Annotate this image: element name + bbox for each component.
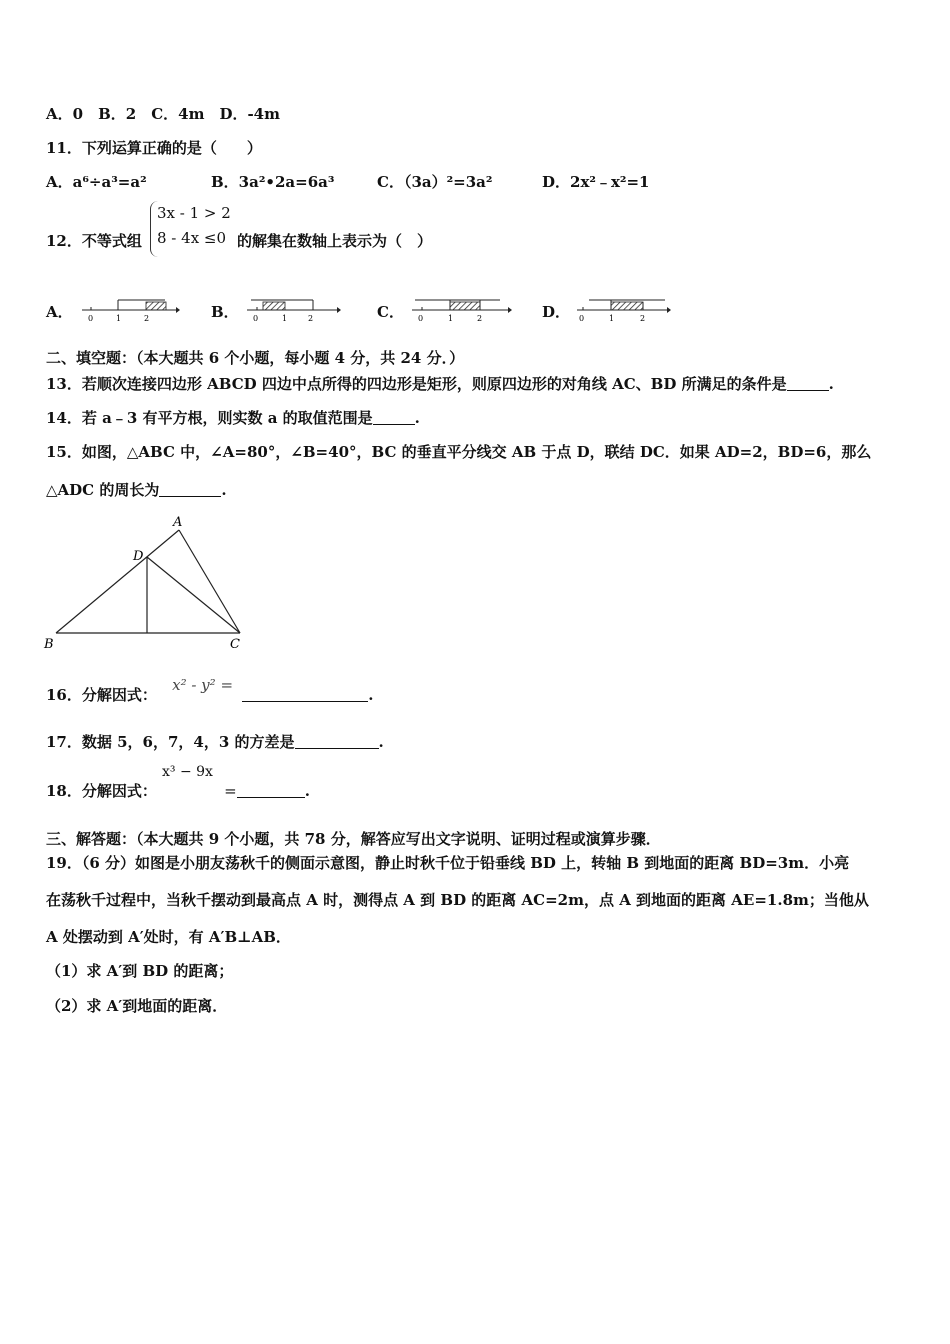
q17-period: .	[378, 733, 384, 751]
tick-2: 2	[308, 314, 314, 323]
q15-line-1: 15．如图，△ABC 中，∠A=80°，∠B=40°，BC 的垂直平分线交 AB 于点 D，联结 DC．如果 AD=2，BD=6，那么	[46, 443, 872, 461]
q19-line-1: 19．（6 分）如图是小朋友荡秋千的侧面示意图，静止时秋千位于铅垂线 BD 上，转轴 B 到地面的距离 BD=3m．小亮	[46, 854, 850, 872]
q11-option-d: D．2x²﹣x²=1	[542, 173, 650, 191]
q16	[46, 676, 374, 705]
tick-1: 1	[609, 314, 615, 323]
tick-1: 1	[116, 314, 122, 323]
q15-line-2	[46, 479, 227, 500]
tick-0: 0	[579, 314, 585, 323]
inequality-system	[150, 201, 231, 257]
q16-period: .	[368, 686, 374, 704]
q19-line-2: 在荡秋千过程中，当秋千摆动到最高点 A 时，测得点 A 到 BD 的距离 AC=2m，点 A 到地面的距离 AE=1.8m；当他从	[46, 891, 869, 909]
section-3-heading: 三、解答题：（本大题共 9 个小题，共 78 分，解答应写出文字说明、证明过程或演算步骤．	[46, 830, 661, 848]
q17-text: 17．数据 5，6，7，4，3 的方差是	[46, 733, 295, 751]
q17	[46, 731, 384, 752]
q19-sub-question-1: （1）求 A′到 BD 的距离；	[46, 962, 234, 980]
tick-1: 1	[448, 314, 454, 323]
q14-answer-blank[interactable]	[373, 412, 415, 425]
vertex-b-label: B	[44, 637, 54, 652]
q10-options: A．0 B．2 C．4m D．-4m	[46, 105, 280, 123]
vertex-a-label: A	[173, 515, 183, 530]
tick-0: 0	[418, 314, 424, 323]
q12-suffix: 的解集在数轴上表示为（ ）	[237, 232, 433, 250]
q13-period: .	[828, 375, 834, 393]
q19-line-3: A 处摆动到 A′处时，有 A′B⊥AB．	[46, 928, 291, 946]
vertex-d-label: D	[133, 549, 144, 564]
q16-text: 16．分解因式：	[46, 686, 157, 704]
q12-label-c: C．	[377, 303, 404, 321]
q13	[46, 373, 834, 394]
q11-option-b: B．3a²•2a=6a³	[211, 173, 335, 191]
inequality-1: 3x - 1 > 2	[157, 204, 231, 222]
q14-period: .	[414, 409, 420, 427]
q16-answer-blank[interactable]	[242, 689, 368, 702]
number-line-b	[245, 290, 345, 324]
q12-label-b: B．	[211, 303, 239, 321]
q15-line-2-text: △ADC 的周长为	[46, 481, 160, 499]
tick-0: 0	[253, 314, 259, 323]
triangle-figure	[40, 510, 250, 655]
q11-stem: 11．下列运算正确的是（ ）	[46, 139, 262, 157]
q13-text: 13．若顺次连接四边形 ABCD 四边中点所得的四边形是矩形，则原四边形的对角线 AC、BD 所满足的条件是	[46, 375, 787, 393]
q18-period: .	[304, 782, 310, 800]
q19-sub-question-2: （2）求 A′到地面的距离．	[46, 997, 228, 1015]
tick-0: 0	[88, 314, 94, 323]
q18-expression: x³ − 9x	[162, 764, 213, 780]
tick-2: 2	[477, 314, 483, 323]
q12-label-d: D．	[542, 303, 571, 321]
inequality-2: 8 - 4x ≤0	[157, 229, 227, 247]
q11-option-a: A．a⁶÷a³=a²	[46, 173, 147, 191]
number-line-d	[575, 290, 675, 324]
q18-text: 18．分解因式：	[46, 782, 157, 800]
number-line-c	[410, 290, 515, 324]
q15-period: .	[221, 481, 227, 499]
q12-label-a: A．	[46, 303, 73, 321]
q17-answer-blank[interactable]	[295, 736, 379, 749]
vertex-c-label: C	[230, 637, 240, 652]
q11-option-c: C．（3a）²=3a²	[377, 173, 493, 191]
q18	[46, 764, 310, 801]
q14	[46, 407, 420, 428]
section-2-heading: 二、填空题：（本大题共 6 个小题，每小题 4 分，共 24 分．）	[46, 349, 465, 367]
q18-answer-blank[interactable]	[237, 785, 305, 798]
tick-1: 1	[282, 314, 288, 323]
q12-prefix: 12．不等式组	[46, 232, 142, 250]
q14-text: 14．若 a﹣3 有平方根，则实数 a 的取值范围是	[46, 409, 373, 427]
q18-equals: =	[224, 782, 237, 800]
q13-answer-blank[interactable]	[787, 378, 829, 391]
tick-2: 2	[144, 314, 150, 323]
number-line-a	[80, 290, 180, 324]
q15-answer-blank[interactable]	[159, 484, 221, 497]
q16-expression: x² - y² =	[172, 676, 234, 694]
tick-2: 2	[640, 314, 646, 323]
